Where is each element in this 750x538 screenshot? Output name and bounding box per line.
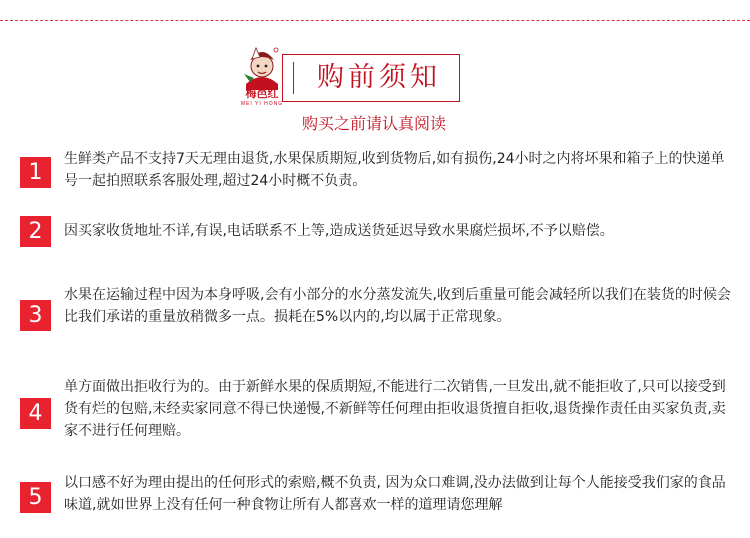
notice-number: 2: [20, 216, 51, 247]
notice-number: 3: [20, 300, 51, 331]
notice-number: 4: [20, 398, 51, 429]
logo-subtext: MEI YI HONG: [240, 101, 284, 107]
notice-text: 以口感不好为理由提出的任何形式的索赔,概不负责, 因为众口难调,没办法做到让每个人能接受我们家的食品味道,就如世界上没有任何一种食物让所有人都喜欢一样的道理请您理解: [64, 475, 726, 513]
notice-text: 水果在运输过程中因为本身呼吸,会有小部分的水分蒸发流失,收到后重量可能会减轻所以我们在装货的时候会比我们承诺的重量放稍微多一点。损耗在5%以内的,均以属于正常现象。: [64, 287, 731, 325]
page-title: 购前须知: [317, 62, 441, 93]
notice-text: 因买家收货地址不详,有误,电话联系不上等,造成送货延迟导致水果腐烂损坏,不予以赔偿。: [64, 223, 614, 239]
notice-text: 单方面做出拒收行为的。由于新鲜水果的保质期短,不能进行二次销售,一旦发出,就不能拒收了,只可以接受到货有烂的包赔,未经卖家同意不得已快递慢,不新鲜等任何理由拒收退货擅自拒收,退货操作责任由买家负责,卖家不进行任何理赔。: [64, 379, 726, 439]
notice-number: 5: [20, 482, 51, 513]
notice-number: 1: [20, 157, 51, 188]
notice-text: 生鲜类产品不支持7天无理由退货,水果保质期短,收到货物后,如有损伤,24小时之内将坏果和箱子上的快递单号一起拍照联系客服处理,超过24小时概不负责。: [64, 151, 725, 189]
logo-name: 梅邑红: [245, 87, 279, 100]
page-subtitle: 购买之前请认真阅读: [301, 114, 446, 133]
